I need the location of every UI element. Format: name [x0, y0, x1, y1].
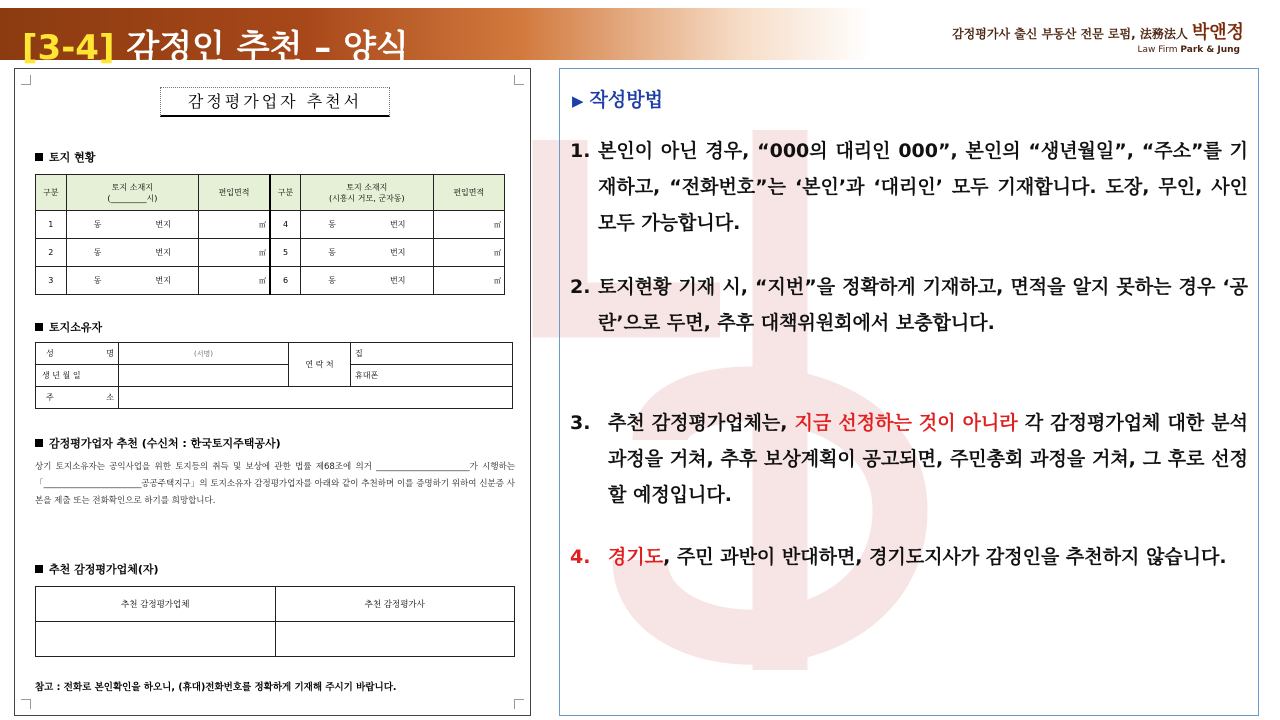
table-cell: 동 번지 — [301, 211, 434, 239]
recipient-text: (수신처 : 한국토지주택공사) — [141, 437, 281, 450]
recommendation-form-preview — [14, 68, 531, 716]
home-phone-cell: 집 — [351, 343, 513, 365]
instruction-number: 1. — [570, 140, 591, 162]
instructions-heading-text: 작성방법 — [589, 89, 663, 111]
firm-en-name: Park & Jung — [1180, 45, 1240, 55]
table-cell: 2 — [36, 239, 67, 267]
emphasis-text: 지금 선정하는 것이 아니라 — [794, 412, 1018, 434]
birth-label: 생 년 월 일 — [36, 365, 119, 387]
contact-label: 연 락 처 — [289, 343, 351, 387]
section-heading-owner — [35, 319, 102, 335]
instruction-text: 추천 감정평가업체는, 지금 선정하는 것이 아니라 각 감정평가업체 대한 분석과정을 거쳐, 추후 보상계획이 공고되면, 주민총회 과정을 거쳐, 그 후로 선정할 예정입니다. — [608, 412, 1248, 506]
instruction-text: 본인이 아닌 경우, “000의 대리인 000”, 본인의 “생년월일”, “주소”를 기재하고, “전화번호”는 ‘본인’과 ‘대리인’ 모두 기재합니다. 도장, 무인, 사인 모두 가능합니다. — [598, 140, 1248, 234]
header-cell: 편입면적 — [199, 175, 270, 211]
form-title: 감정평가업자 추천서 — [160, 87, 390, 117]
firm-name: 박앤정 — [1191, 22, 1244, 43]
instruction-text: 토지현황 기재 시, “지번”을 정확하게 기재하고, 면적을 알지 못하는 경우 ‘공란’으로 두면, 추후 대책위원회에서 보충합니다. — [598, 276, 1248, 334]
table-cell: 1 — [36, 211, 67, 239]
emphasis-text: 경기도 — [608, 546, 664, 568]
section-heading-land-text: 토지 현황 — [49, 151, 96, 164]
table-cell: ㎡ — [199, 211, 270, 239]
crop-mark — [514, 75, 524, 85]
instruction-item — [570, 405, 1248, 513]
table-cell: ㎡ — [433, 267, 504, 295]
firm-tagline-line — [952, 18, 1244, 44]
table-cell: ㎡ — [433, 211, 504, 239]
name-label: 성 명 — [36, 343, 119, 365]
section-heading-owner-text: 토지소유자 — [49, 321, 103, 334]
table-header-row — [36, 175, 505, 211]
firm-english — [952, 45, 1244, 55]
table-cell: 동 번지 — [301, 267, 434, 295]
section-heading-recommend-text: 감정평가업자 추천 — [49, 437, 138, 450]
table-cell: 6 — [270, 267, 301, 295]
crop-mark — [514, 699, 524, 709]
header-cell: 토지 소재지 (_________시) — [66, 175, 199, 211]
firm-tagline: 감정평가사 출신 부동산 전문 로펌, 法務法人 — [952, 27, 1188, 41]
table-cell: 동 번지 — [66, 239, 199, 267]
title-bar — [0, 8, 870, 68]
recommended-firm-table — [35, 586, 515, 657]
header-cell: 추천 감정평가업체 — [36, 587, 276, 622]
table-row — [36, 365, 513, 387]
table-row — [36, 622, 515, 657]
section-heading-firm-text: 추천 감정평가업체(자) — [49, 563, 159, 576]
instruction-number: 4. — [570, 546, 591, 568]
form-note: 참고 : 전화로 본인확인을 하오니, (휴대)전화번호를 정확하게 기재해 주시기 바랍니다. — [35, 682, 397, 693]
crop-mark — [21, 699, 31, 709]
table-cell: ㎡ — [433, 239, 504, 267]
birth-cell — [119, 365, 289, 387]
instructions-panel — [559, 68, 1259, 716]
mobile-phone-cell: 휴대폰 — [351, 365, 513, 387]
table-row — [36, 343, 513, 365]
header-cell: 구분 — [270, 175, 301, 211]
table-cell: 4 — [270, 211, 301, 239]
table-cell: 동 번지 — [301, 239, 434, 267]
bullet-square-icon — [35, 323, 43, 331]
bullet-square-icon — [35, 153, 43, 161]
instruction-number: 2. — [570, 276, 591, 298]
recommend-body-text: 상기 토지소유자는 공익사업을 위한 토지등의 취득 및 보상에 관한 법률 제68조에 의거 ______________________가 시행하는 「_______________________공공주택지구」의 토지소유자 감정평가업자를 아래와 같이 추천하며 이를 증명하기 위하여 신분증 사본을 제출 또는 전화확인으로 하기를 희망합니다. — [35, 462, 515, 506]
header-cell: 추천 감정평가사 — [275, 587, 515, 622]
slide-header — [0, 0, 1280, 68]
firm-logo — [952, 18, 1244, 55]
table-cell: 동 번지 — [66, 211, 199, 239]
table-row — [36, 239, 505, 267]
section-heading-recommend — [35, 435, 281, 451]
instruction-item — [570, 539, 1248, 575]
table-cell: 3 — [36, 267, 67, 295]
header-cell: 구분 — [36, 175, 67, 211]
table-cell: ㎡ — [199, 239, 270, 267]
table-cell — [275, 622, 515, 657]
table-row — [36, 267, 505, 295]
instructions-heading — [572, 85, 663, 112]
table-cell — [36, 622, 276, 657]
instruction-item — [570, 133, 1248, 241]
firm-en-prefix: Law Firm — [1137, 45, 1178, 55]
section-heading-land — [35, 149, 95, 165]
triangle-right-icon: ▶ — [572, 92, 584, 110]
address-cell — [119, 387, 513, 409]
owner-table — [35, 342, 513, 409]
instruction-item — [570, 269, 1248, 341]
table-cell: 5 — [270, 239, 301, 267]
bullet-square-icon — [35, 439, 43, 447]
address-label: 주 소 — [36, 387, 119, 409]
header-cell: 편입면적 — [433, 175, 504, 211]
slide-title — [22, 20, 409, 69]
land-status-table — [35, 174, 505, 295]
header-cell: 토지 소재지 (시흥시 거모, 군자동) — [301, 175, 434, 211]
slide-title-text: 감정인 추천 – 양식 — [126, 28, 409, 68]
instruction-number: 3. — [570, 412, 591, 434]
table-header-row — [36, 587, 515, 622]
table-row — [36, 387, 513, 409]
instruction-text: 경기도, 주민 과반이 반대하면, 경기도지사가 감정인을 추천하지 않습니다. — [608, 546, 1227, 568]
bullet-square-icon — [35, 565, 43, 573]
crop-mark — [21, 75, 31, 85]
section-heading-firm — [35, 561, 159, 577]
table-cell: ㎡ — [199, 267, 270, 295]
signature-cell: (서명) — [119, 343, 289, 365]
table-row — [36, 211, 505, 239]
table-cell: 동 번지 — [66, 267, 199, 295]
slide-title-code: [3-4] — [22, 28, 115, 68]
